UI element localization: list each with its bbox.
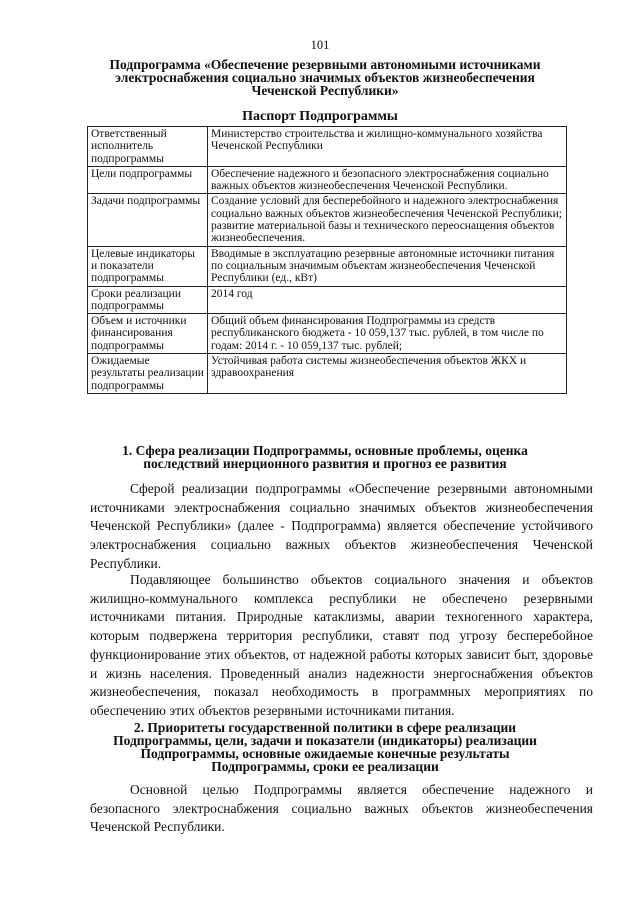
section-2-paragraph-1: Основной целью Подпрограммы является обеспечение надежного и безопасного электроснабжения социально важных объектов жизнеобеспечения Чеченской Республики. (90, 782, 593, 835)
section-1-heading: 1. Сфера реализации Подпрограммы, основные проблемы, оценка последствий инерционного развития и прогноз ее развития (122, 443, 528, 471)
table-row (88, 314, 567, 354)
table-row (88, 127, 567, 167)
section-1-paragraph-1: Сферой реализации подпрограммы «Обеспечение резервными автономными источниками электроснабжения социально значимых объектов жизнеобеспечения Чеченской Республики» (далее - Подпрограмма) является обеспечение устойчивого электроснабжения социально важных объектов жизнеобеспечения Чеченской Республики. (90, 481, 593, 571)
passport-value: Общий объем финансирования Подпрограммы из средств республиканского бюджета - 10 059,137 тыс. рублей, в том числе по годам: 2014 г. - 10 059,137 тыс. рублей; (208, 314, 567, 354)
table-row (88, 166, 567, 194)
passport-value: Обеспечение надежного и безопасного электроснабжения социально важных объектов жизнеобеспечения Чеченской Республики. (208, 166, 567, 194)
passport-heading: Паспорт Подпрограммы (242, 109, 398, 124)
passport-value: 2014 год (208, 286, 567, 314)
passport-value: Устойчивая работа системы жизнеобеспечения объектов ЖКХ и здравоохранения (208, 354, 567, 394)
section-1-paragraph-2: Подавляющее большинство объектов социального значения и объектов жилищно-коммунального комплекса республики не обеспечено резервными источниками питания. Природные катаклизмы, аварии техногенного характера, которым подвержена территория республики, ставят под угрозу бесперебойное функционирование этих объектов, от надежной работы которых зависит быт, здоровье и жизнь населения. Проведенный анализ надежности энергоснабжения объектов жизнеобеспечения, показал необходимость в программных мероприятиях по обеспечению этих объектов резервными источниками питания. (90, 572, 593, 718)
passport-key: Целевые индикаторы и показатели подпрограммы (88, 246, 208, 286)
subprogram-title: Подпрограмма «Обеспечение резервными автономными источниками электроснабжения социально значимых объектов жизнеобеспечения Чеченской Республики» (109, 57, 541, 98)
passport-value: Вводимые в эксплуатацию резервные автономные источники питания по социальным значимым объектам жизнеобеспечения Чеченской Республики (ед., кВт) (208, 246, 567, 286)
passport-key: Объем и источники финансирования подпрограммы (88, 314, 208, 354)
table-row (88, 246, 567, 286)
table-row (88, 354, 567, 394)
page-number: 101 (310, 38, 330, 52)
table-row (88, 194, 567, 246)
passport-key: Сроки реализации подпрограммы (88, 286, 208, 314)
section-2-heading: 2. Приоритеты государственной политики в сфере реализации Подпрограммы, цели, задачи и показатели (индикаторы) реализации Подпрограммы, основные ожидаемые конечные результаты Подпрограммы, сроки ее реализации (113, 720, 537, 774)
table-row (88, 286, 567, 314)
passport-table (87, 126, 567, 394)
passport-value: Министерство строительства и жилищно-коммунального хозяйства Чеченской Республики (208, 127, 567, 167)
passport-key: Ответственный исполнитель подпрограммы (88, 127, 208, 167)
passport-value: Создание условий для бесперебойного и надежного электроснабжения социально важных объектов жизнеобеспечения Чеченской Республики; развитие материальной базы и технического переоснащения объектов жизнеобеспечения. (208, 194, 567, 246)
passport-key: Цели подпрограммы (88, 166, 208, 194)
passport-key: Задачи подпрограммы (88, 194, 208, 246)
passport-key: Ожидаемые результаты реализации подпрограммы (88, 354, 208, 394)
